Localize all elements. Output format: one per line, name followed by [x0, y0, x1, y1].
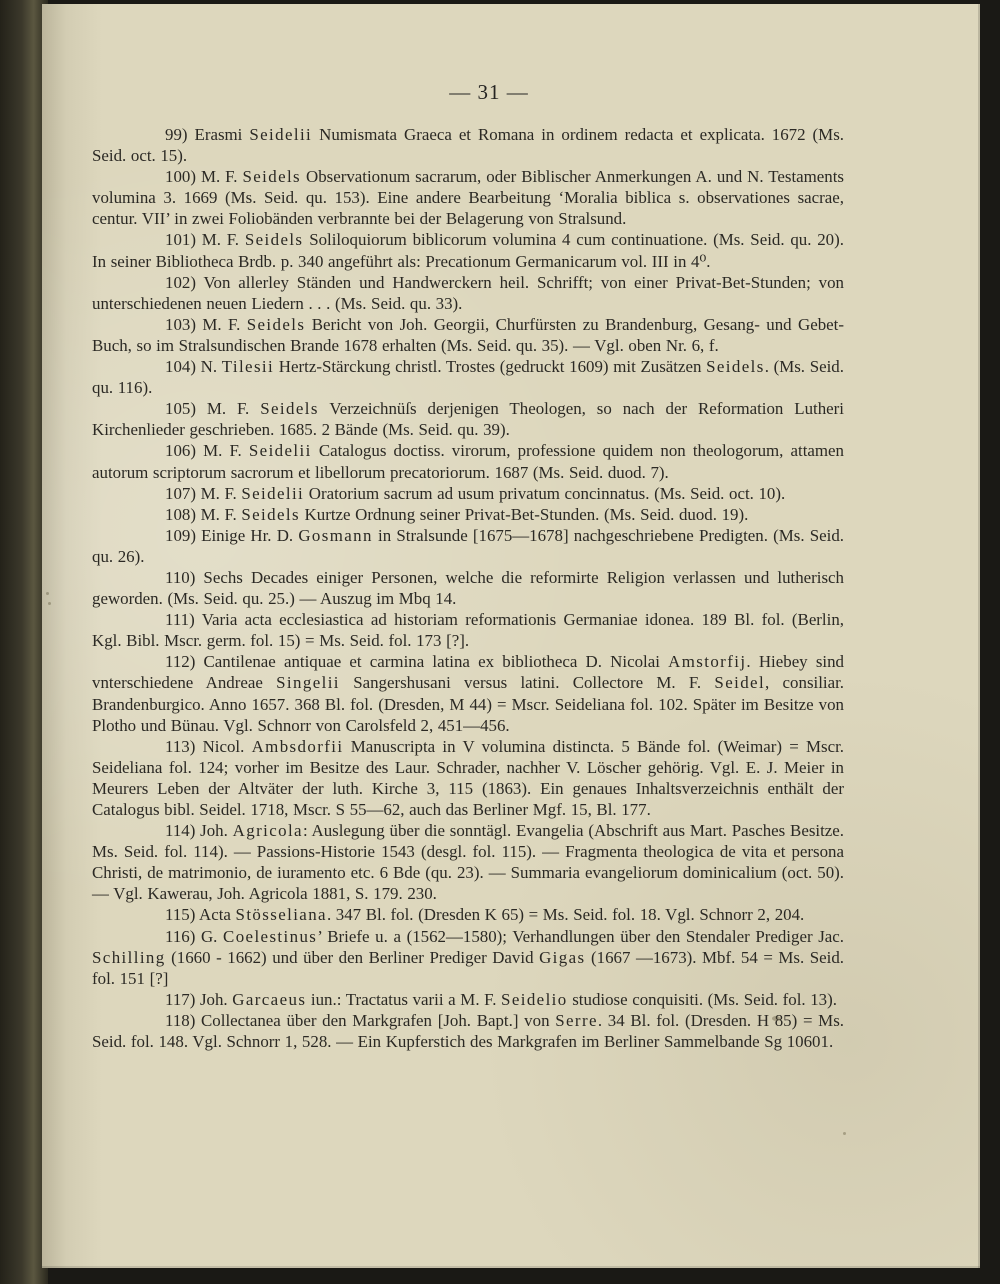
spaced-name: Seidels [242, 167, 302, 187]
entry-103: 103) M. F. Seidels Bericht von Joh. Georgii, Churfürsten zu Brandenburg, Gesang- und Gebet-Buch, so im Stralsundischen Brande 1678 erhalten (Ms. Seid. qu. 35). — Vgl. oben Nr. 6, f. [92, 314, 844, 355]
entry-114: 114) Joh. Agricola: Auslegung über die sonntägl. Evangelia (Abschrift aus Mart. Pasches Besitze. Ms. Seid. fol. 114). — Passions-Historie 1543 (desgl. fol. 115). — Fragmenta theologica de vita et persona Christi, de matrimonio, de iuramento etc. 6 Bde (qu. 23). — Summaria evangeliorum dominicalium (oct. 50). — Vgl. Kawerau, Joh. Agricola 1881, S. 179. 230. [92, 821, 844, 904]
spaced-name: Seidelii [248, 441, 312, 461]
spaced-name: Seidels [246, 314, 306, 334]
spaced-name: Seidels [260, 399, 319, 419]
paper-spot [46, 592, 49, 595]
entry-105: 105) M. F. Seidels Verzeichnüſs derjenigen Theologen, so nach der Reformation Lutheri Kirchenlieder geschrieben. 1685. 2 Bände (Ms. Seid. qu. 39). [92, 399, 844, 440]
paper-spot [48, 602, 51, 605]
paper-spot [843, 1132, 846, 1135]
entry-112: 112) Cantilenae antiquae et carmina latina ex bibliotheca D. Nicolai Amstorfij. Hiebey sind vnterschiedene Andreae Singelii Sangershusani versus latini. Collectore M. F. Seidel, consiliar. Brandenburgico. Anno 1657. 368 Bl. fol. (Dresden, M 44) = Mscr. Seideliana fol. 102. Später im Besitze von Plotho und Bünau. Vgl. Schnorr von Carolsfeld 2, 451—456. [92, 652, 845, 735]
spaced-name: Seidels [244, 230, 304, 250]
spaced-name: Seidels [241, 504, 300, 524]
spaced-name: Garcaeus [232, 989, 307, 1009]
spaced-name: Seidelio [501, 989, 568, 1009]
book-page [42, 4, 980, 1268]
spaced-name: Singelii [276, 673, 340, 693]
spaced-name: Coelestinus [223, 926, 318, 946]
entry-111: 111) Varia acta ecclesiastica ad historiam reformationis Germaniae idonea. 189 Bl. fol. (Berlin, Kgl. Bibl. Mscr. germ. fol. 15) = Ms. Seid. fol. 173 [?]. [92, 610, 844, 651]
manuscript-list [92, 124, 844, 1052]
entry-106: 106) M. F. Seidelii Catalogus doctiss. virorum, professione quidem non theologorum, attamen autorum scriptorum sacrorum et libellorum precatoriorum. 1687 (Ms. Seid. duod. 7). [92, 441, 844, 482]
spaced-name: Seidel [714, 673, 766, 693]
entry-108: 108) M. F. Seidels Kurtze Ordnung seiner Privat-Bet-Stunden. (Ms. Seid. duod. 19). [165, 504, 749, 524]
entry-115: 115) Acta Stösseliana. 347 Bl. fol. (Dresden K 65) = Ms. Seid. fol. 18. Vgl. Schnorr 2, 204. [165, 905, 805, 925]
spaced-name: Serre [555, 1010, 598, 1030]
entry-100: 100) M. F. Seidels Observationum sacrarum, oder Biblischer Anmerkungen A. und N. Testaments volumina 3. 1669 (Ms. Seid. qu. 153). Eine andere Bearbeitung ‘Moralia biblica s. observationes sacrae, centur. VII’ in zwei Foliobänden verbrannte bei der Belagerung von Stralsund. [92, 167, 844, 229]
entry-118: 118) Collectanea über den Markgrafen [Joh. Bapt.] von Serre. 34 Bl. fol. (Dresden. H 85) = Ms. Seid. fol. 148. Vgl. Schnorr 1, 528. — Ein Kupferstich des Markgrafen im Berliner Sammelbande Sg 10601. [92, 1010, 844, 1052]
entry-107: 107) M. F. Seidelii Oratorium sacrum ad usum privatum concinnatus. (Ms. Seid. oct. 10). [165, 483, 786, 503]
entry-110: 110) Sechs Decades einiger Personen, welche die reformirte Religion verlassen und lutherisch geworden. (Ms. Seid. qu. 25.) — Auszug im Mbq 14. [92, 567, 844, 609]
book-binding-edge [0, 0, 48, 1284]
spaced-name: Seidelii [249, 125, 313, 144]
entry-102: 102) Von allerley Ständen und Handwerckern heil. Schrifft; von einer Privat-Bet-Stunden; von unterschiedenen neuen Liedern . . . (Ms. Seid. qu. 33). [92, 272, 844, 313]
spaced-name: Agricola [232, 821, 303, 841]
entry-116: 116) G. Coelestinus’ Briefe u. a (1562—1580); Verhandlungen über den Stendaler Prediger Jac. Schilling (1660 - 1662) und über den Berliner Prediger David Gigas (1667 —1673). Mbf. 54 = Ms. Seid. fol. 151 [?] [92, 926, 845, 988]
entry-109: 109) Einige Hr. D. Gosmann in Stralsunde [1675—1678] nachgeschriebene Predigten. (Ms. Seid. qu. 26). [92, 525, 844, 566]
spaced-name: Gigas [539, 947, 586, 967]
entry-101: 101) M. F. Seidels Soliloquiorum biblicorum volumina 4 cum continuatione. (Ms. Seid. qu. 20). In seiner Bibliotheca Brdb. p. 340 angeführt als: Precationum Germanicarum vol. III in 4⁰. [92, 230, 844, 271]
page-number: — 31 — [449, 80, 529, 104]
spaced-name: Tilesii [221, 357, 275, 377]
spaced-name: Seidelii [241, 483, 305, 503]
spaced-name: Ambsdorfii [251, 736, 344, 756]
spaced-name: Gosmann [298, 525, 373, 545]
spaced-name: Stösseliana [235, 905, 327, 925]
entry-117: 117) Joh. Garcaeus iun.: Tractatus varii a M. F. Seidelio studiose conquisiti. (Ms. Seid. fol. 13). [165, 989, 837, 1009]
entry-113: 113) Nicol. Ambsdorfii Manuscripta in V volumina distincta. 5 Bände fol. (Weimar) = Mscr. Seideliana fol. 124; vorher im Besitze des Laur. Schrader, nachher V. Löscher gehörig. Vgl. E. J. Meier in Meurers Leben der Altväter der luth. Kirche 3, 115 (1863). Ein genaues Inhaltsverzeichnis enthält der Catalogus bibl. Seidel. 1718, Mscr. S 55—62, auch das Berliner Mgf. 15, Bl. 177. [92, 736, 844, 819]
entry-104: 104) N. Tilesii Hertz-Stärckung christl. Trostes (gedruckt 1609) mit Zusätzen Seidels. (Ms. Seid. qu. 116). [92, 357, 844, 398]
spaced-name: Amstorfij [668, 652, 747, 672]
spaced-name: Seidels [706, 357, 765, 377]
spaced-name: Schilling [92, 947, 166, 967]
entry-99: 99) Erasmi Seidelii Numismata Graeca et Romana in ordinem redacta et explicata. 1672 (Ms. Seid. oct. 15). [92, 125, 844, 166]
paper-spot [772, 1016, 780, 1021]
